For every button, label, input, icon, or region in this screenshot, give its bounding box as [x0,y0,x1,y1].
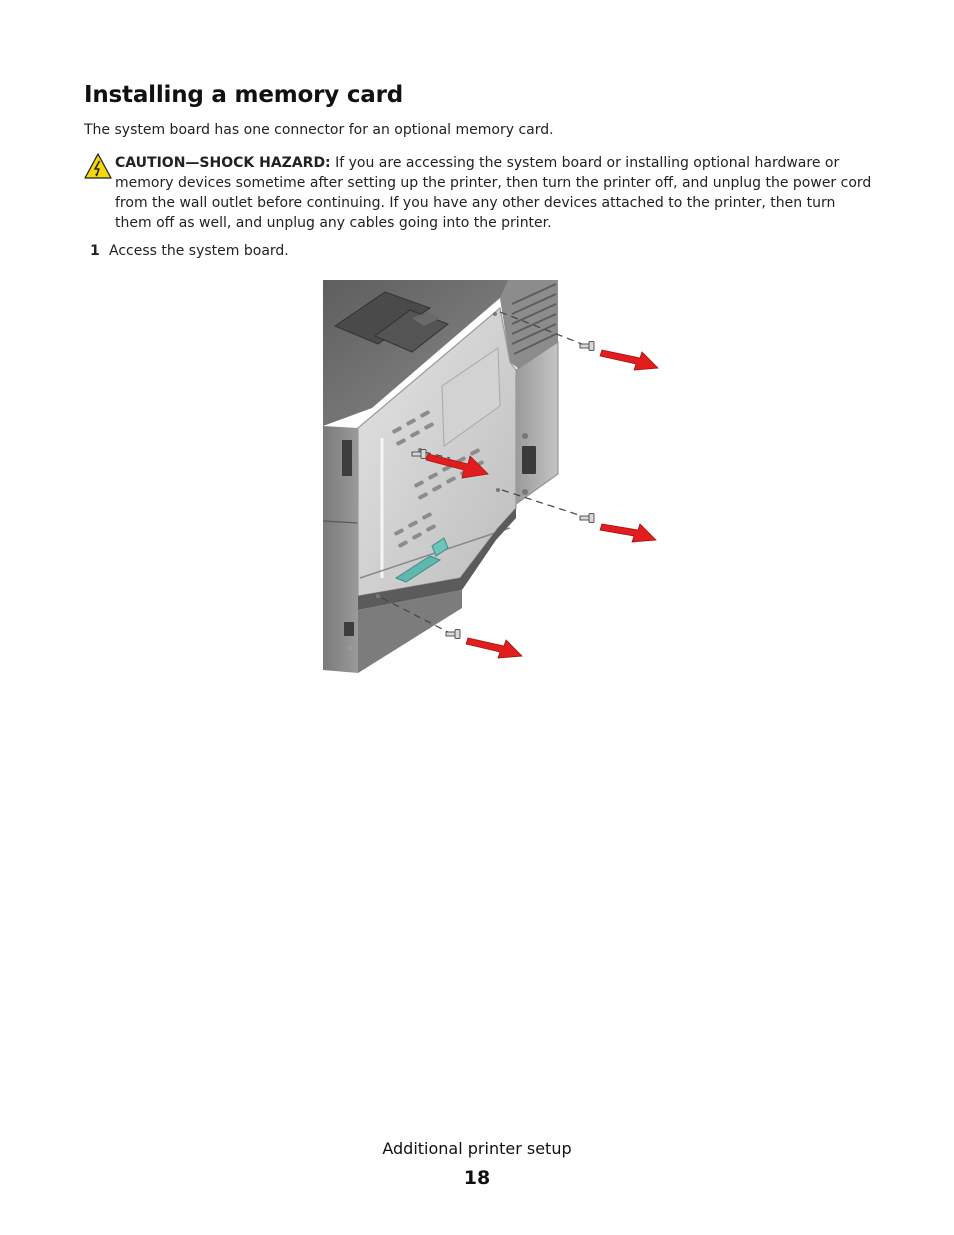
caution-label: CAUTION—SHOCK HAZARD: [115,155,331,171]
intro-paragraph: The system board has one connector for an optional memory card. [84,122,554,138]
caution-notice [84,153,874,233]
page-number: 18 [463,1167,491,1189]
step-text: Access the system board. [109,243,289,259]
section-title: Installing a memory card [84,82,403,108]
footer-section-title: Additional printer setup [382,1139,572,1158]
printer-rear-screws-removal-illustration [320,278,665,676]
step-item [90,243,289,259]
shock-hazard-warning-icon [84,153,112,179]
caution-body: If you are accessing the system board or installing optional hardware or memory devices sometime after setting up the printer, then turn the printer off, and unplug the power cord from the wall outlet before continuing. If you have any other devices attached to the printer, then turn them off as well, and unplug any cables going into the printer. [115,155,872,231]
step-number: 1 [90,243,100,259]
